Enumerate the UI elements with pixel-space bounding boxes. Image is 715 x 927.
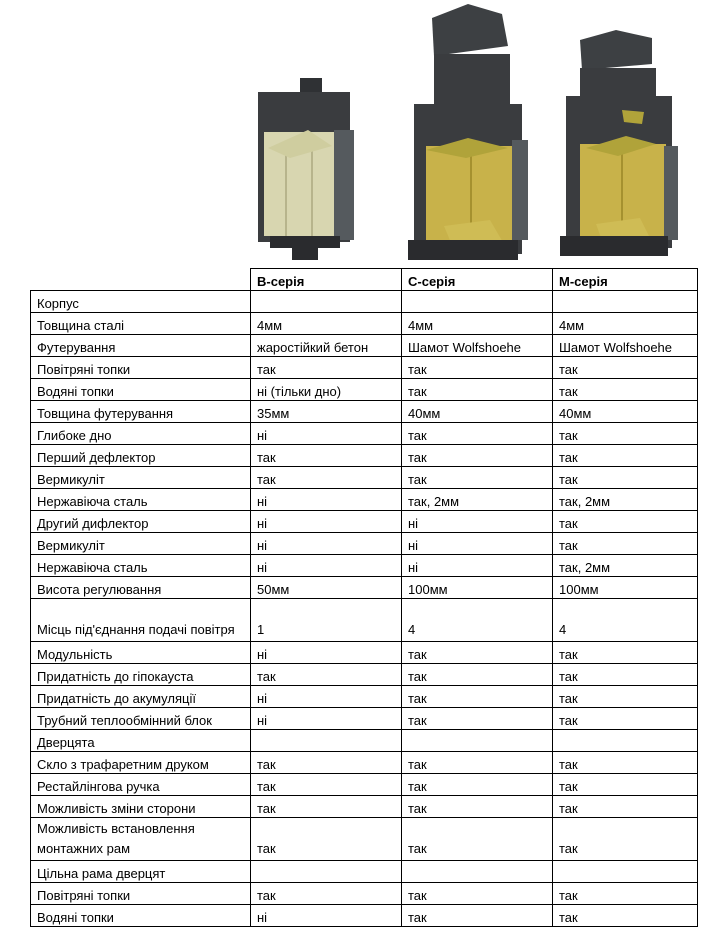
- cell-m-series: так: [553, 664, 698, 686]
- cell-b-series: ні (тільки дно): [251, 379, 402, 401]
- cell-b-series: 4мм: [251, 313, 402, 335]
- cell-m-series: [553, 730, 698, 752]
- cell-m-series: [553, 861, 698, 883]
- cell-m-series: так: [553, 752, 698, 774]
- product-images: [0, 0, 715, 268]
- table-row: [31, 489, 698, 511]
- cell-c-series: так: [402, 883, 553, 905]
- row-label: Водяні топки: [31, 905, 251, 927]
- cell-b-series: ні: [251, 642, 402, 664]
- cell-m-series: так: [553, 357, 698, 379]
- table-row: [31, 664, 698, 686]
- cell-m-series: так: [553, 774, 698, 796]
- table-row: [31, 555, 698, 577]
- cell-m-series: 100мм: [553, 577, 698, 599]
- cell-m-series: 40мм: [553, 401, 698, 423]
- table-row: [31, 883, 698, 905]
- row-label: Трубний теплообмінний блок: [31, 708, 251, 730]
- table-row: [31, 708, 698, 730]
- cell-c-series: так: [402, 905, 553, 927]
- cell-b-series: так: [251, 752, 402, 774]
- cell-c-series: ні: [402, 555, 553, 577]
- row-label: Вермикуліт: [31, 467, 251, 489]
- cell-m-series: так: [553, 642, 698, 664]
- cell-b-series: так: [251, 357, 402, 379]
- row-label: Дверцята: [31, 730, 251, 752]
- cell-b-series: так: [251, 883, 402, 905]
- table-row: [31, 313, 698, 335]
- table-row: [31, 423, 698, 445]
- cell-b-series: так: [251, 774, 402, 796]
- table-row: [31, 730, 698, 752]
- cell-b-series: ні: [251, 686, 402, 708]
- cell-c-series: так: [402, 796, 553, 818]
- header-c-series: C-серія: [402, 269, 553, 291]
- cell-c-series: 4: [402, 599, 553, 642]
- table-row: [31, 599, 698, 642]
- cell-m-series: [553, 291, 698, 313]
- table-row: [31, 774, 698, 796]
- cell-m-series: так: [553, 467, 698, 489]
- cell-m-series: так: [553, 445, 698, 467]
- cell-b-series: так: [251, 467, 402, 489]
- cell-c-series: так: [402, 664, 553, 686]
- table-row: [31, 335, 698, 357]
- cell-m-series: так: [553, 379, 698, 401]
- cell-c-series: 4мм: [402, 313, 553, 335]
- cell-m-series: так, 2мм: [553, 489, 698, 511]
- cell-b-series: ні: [251, 489, 402, 511]
- table-header-row: [31, 269, 698, 291]
- row-label: Можливість встановлення монтажних рам: [31, 818, 251, 861]
- b-series-fireplace-image: [250, 0, 360, 268]
- table-row: [31, 818, 698, 861]
- cell-c-series: так: [402, 379, 553, 401]
- cell-c-series: так: [402, 708, 553, 730]
- cell-b-series: 35мм: [251, 401, 402, 423]
- cell-c-series: ні: [402, 511, 553, 533]
- row-label: Модульність: [31, 642, 251, 664]
- header-b-series: B-серія: [251, 269, 402, 291]
- table-row: [31, 511, 698, 533]
- table-row: [31, 861, 698, 883]
- cell-m-series: так: [553, 423, 698, 445]
- cell-c-series: так: [402, 752, 553, 774]
- table-row: [31, 905, 698, 927]
- cell-b-series: так: [251, 664, 402, 686]
- cell-m-series: 4: [553, 599, 698, 642]
- table-row: [31, 642, 698, 664]
- header-blank: [31, 269, 251, 291]
- row-label: Скло з трафаретним друком: [31, 752, 251, 774]
- cell-c-series: так: [402, 357, 553, 379]
- cell-m-series: так: [553, 686, 698, 708]
- cell-c-series: так: [402, 642, 553, 664]
- cell-c-series: Шамот Wolfshoehe: [402, 335, 553, 357]
- cell-c-series: так, 2мм: [402, 489, 553, 511]
- c-series-fireplace-image: [404, 0, 532, 268]
- row-label: Водяні топки: [31, 379, 251, 401]
- cell-c-series: [402, 861, 553, 883]
- row-label: Другий дифлектор: [31, 511, 251, 533]
- cell-b-series: ні: [251, 555, 402, 577]
- row-label: Футерування: [31, 335, 251, 357]
- cell-b-series: [251, 730, 402, 752]
- cell-b-series: ні: [251, 905, 402, 927]
- row-label: Цільна рама дверцят: [31, 861, 251, 883]
- table-row: [31, 291, 698, 313]
- cell-b-series: жаростійкий бетон: [251, 335, 402, 357]
- table-row: [31, 533, 698, 555]
- m-series-fireplace-image: [556, 0, 681, 268]
- cell-b-series: [251, 861, 402, 883]
- table-row: [31, 467, 698, 489]
- cell-c-series: ні: [402, 533, 553, 555]
- row-label: Повітряні топки: [31, 883, 251, 905]
- row-label: Корпус: [31, 291, 251, 313]
- row-label: Місць під'єднання подачі повітря: [31, 599, 251, 642]
- cell-c-series: так: [402, 686, 553, 708]
- cell-b-series: так: [251, 445, 402, 467]
- table-row: [31, 445, 698, 467]
- row-label: Глибоке дно: [31, 423, 251, 445]
- cell-c-series: [402, 291, 553, 313]
- row-label: Висота регулювання: [31, 577, 251, 599]
- cell-c-series: 40мм: [402, 401, 553, 423]
- table-row: [31, 752, 698, 774]
- table-row: [31, 357, 698, 379]
- cell-b-series: ні: [251, 423, 402, 445]
- table-row: [31, 686, 698, 708]
- cell-b-series: 1: [251, 599, 402, 642]
- cell-b-series: 50мм: [251, 577, 402, 599]
- cell-m-series: так: [553, 905, 698, 927]
- cell-m-series: так: [553, 818, 698, 861]
- row-label: Повітряні топки: [31, 357, 251, 379]
- cell-c-series: так: [402, 445, 553, 467]
- table-row: [31, 796, 698, 818]
- spec-table: [30, 268, 698, 927]
- row-label: Нержавіюча сталь: [31, 555, 251, 577]
- row-label: Товщина футерування: [31, 401, 251, 423]
- cell-b-series: так: [251, 796, 402, 818]
- header-m-series: M-серія: [553, 269, 698, 291]
- table-row: [31, 401, 698, 423]
- cell-b-series: [251, 291, 402, 313]
- cell-c-series: так: [402, 423, 553, 445]
- cell-m-series: Шамот Wolfshoehe: [553, 335, 698, 357]
- table-row: [31, 379, 698, 401]
- cell-m-series: так, 2мм: [553, 555, 698, 577]
- cell-m-series: так: [553, 883, 698, 905]
- row-label: Перший дефлектор: [31, 445, 251, 467]
- cell-c-series: 100мм: [402, 577, 553, 599]
- cell-c-series: так: [402, 467, 553, 489]
- cell-c-series: так: [402, 774, 553, 796]
- cell-m-series: так: [553, 796, 698, 818]
- cell-b-series: ні: [251, 511, 402, 533]
- cell-c-series: так: [402, 818, 553, 861]
- row-label: Рестайлінгова ручка: [31, 774, 251, 796]
- table-row: [31, 577, 698, 599]
- cell-b-series: ні: [251, 533, 402, 555]
- cell-b-series: ні: [251, 708, 402, 730]
- row-label: Придатність до гіпокауста: [31, 664, 251, 686]
- cell-c-series: [402, 730, 553, 752]
- cell-m-series: так: [553, 708, 698, 730]
- row-label: Придатність до акумуляції: [31, 686, 251, 708]
- row-label: Можливість зміни сторони: [31, 796, 251, 818]
- cell-b-series: так: [251, 818, 402, 861]
- cell-m-series: так: [553, 533, 698, 555]
- cell-m-series: 4мм: [553, 313, 698, 335]
- row-label: Товщина сталі: [31, 313, 251, 335]
- row-label: Вермикуліт: [31, 533, 251, 555]
- cell-m-series: так: [553, 511, 698, 533]
- row-label: Нержавіюча сталь: [31, 489, 251, 511]
- spec-table-body: [31, 291, 698, 927]
